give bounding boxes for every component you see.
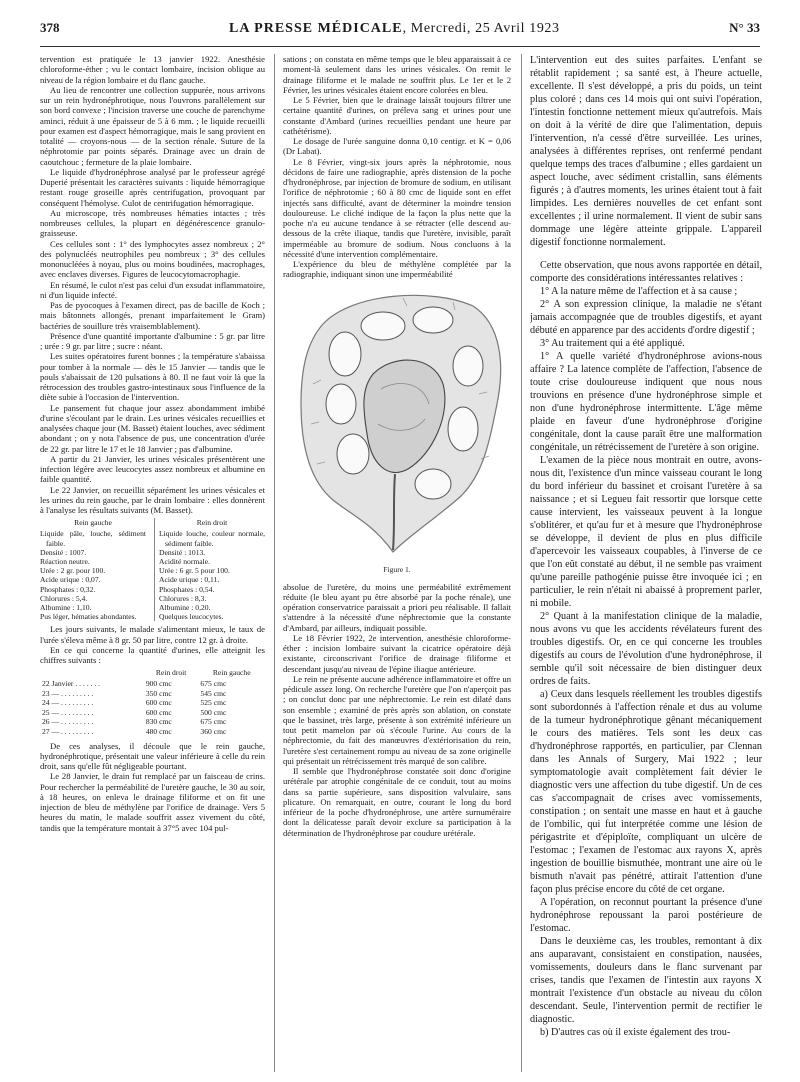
table-row xyxy=(40,689,265,699)
table-row xyxy=(40,698,265,708)
table-row xyxy=(40,679,265,689)
lab-line: Albumine : 1,10. xyxy=(40,603,92,613)
column-1 xyxy=(40,54,265,1072)
table-cell: 675 cmc xyxy=(200,679,227,689)
paragraph: En résumé, le culot n'est pas celui d'un exsudat inflammatoire, ni d'un liquide infecté. xyxy=(40,279,265,300)
table-cell: 25 — . . . . . . . . . xyxy=(42,707,94,717)
column-divider xyxy=(521,54,522,1072)
paragraph: Au lieu de rencontrer une collection suppurée, nous arrivons sur un rein hydronéphrotique, nous l'ouvrons parallèlement sur son bord convexe ; l'incision traverse une couche de parenchyme aminci, réduit à une épaisseur de 5 à 6 mm. ; le liquide recueilli pour examen est d'aspect hémorragique, mais le sang provient en totalité — croyons-nous — de la section rénale. Suture de la néphrotomie par points séparés. Drainage avec un drain de caoutchouc ; fermeture de la plaie lombaire. xyxy=(40,84,265,167)
paragraph: Le rein ne présente aucune adhérence inflammatoire et offre un pédicule assez long. On recherche l'uretère que l'on n'aperçoit pas ; on conclut donc par une néphrectomie. Le rein est dilaté dans son ensemble ; examiné de près après son ablation, on constate que le bassinet, très large, présente à son extrémité inférieure un tout petit mamelon par où s'écoule l'urine. Au cours de la néphrectomie, du fait des manœuvres d'extériorisation du rein, l'uretère s'est certainement rompu au niveau de sa zone originelle qui présentait un rétrécissement très marqué de son calibre. xyxy=(283,673,511,766)
table-header: Rein droit xyxy=(155,668,187,678)
lab-line: Acidité normale. xyxy=(159,557,211,567)
paragraph: Le 8 Février, vingt-six jours après la néphrotomie, nous décidons de faire une radiographie, après distension de la poche d'hydronéphrose, par injection de bromure de sodium, en utilisant l'orifice de néphrotomie ; 60 à 80 cmc de liquide sont en effet injectés sans difficulté, avant de déterminer la moindre tension douloureuse. Le cliché indique de la façon la plus nette que la poche n'a eu aucune tendance à se rétracter (elle descend au-dessous de la crête iliaque, tandis que l'uretère, invisible, paraît imperméable au bromure de sodium. Nous concluons à la nécessité d'une intervention complémentaire. xyxy=(283,156,511,259)
paragraph: A l'opération, on reconnut pourtant la présence d'une hydronéphrose repoussant la paroi postérieure de l'estomac. xyxy=(530,897,762,934)
paragraph: a) Ceux dans lesquels réellement les troubles digestifs sont subordonnés à l'affection rénale et dus au volume de la tumeur hydronéphrotique gênant mécaniquement le cours des matières. Tels sont les deux cas d'hydronéphrose rapportés, en particulier, par Clennan dans les Annals of Surgery, Mai 1922 ; leur symptomatologie avait complètement fait dévier le diagnostic vers une affection du tube digestif. Un de ces cas s'accompagnait de crises avec vomissements, constipation ; on sentait une masse en haut et à gauche de l'ombilic, qui fut interprétée comme une lésion de périgastrite et d'épiploïte, compliquant un ulcère de l'estomac ; l'examen de l'estomac aux rayons X, après ingestion de bouillie bismuthée, montrant une aire où le bismuth n'avait pas pénétré, attirait l'attention d'une façon plus précise encore du côté de cet organe. xyxy=(530,689,762,895)
lab-line: Acide urique : 0,11. xyxy=(159,575,220,585)
paragraph: Le liquide d'hydronéphrose analysé par le professeur agrégé Duperié présentait les caractères suivants : liquide hémorragique restant rouge groseille après centrifugation, provoquant par conséquent l'hémolyse. Culot de centrifugation hémorragique. xyxy=(40,166,265,208)
lab-line: Réaction neutre. xyxy=(40,557,90,567)
paragraph: Les jours suivants, le malade s'alimentant mieux, le taux de l'urée s'éleva même à 8 gr. 50 par litre, contre 12 gr. à droite. xyxy=(40,624,265,645)
table-cell: 900 cmc xyxy=(145,679,172,689)
kidney-illustration xyxy=(283,284,511,564)
paragraph: L'examen de la pièce nous montrait en outre, avons-nous dit, l'existence d'un mince vaisseau courant le long du bord inférieur du bassinet et croisant l'uretère à sa naissance ; et si Legueu fait ressortir que lorsque cette cause intervient, les vaisseaux peuvent à la longue s'oblitérer, et qu'au fur et à mesure que l'hydronéphrose se développe, il devient de plus en plus difficile d'apercevoir les vaisseaux coupables, à l'inverse de ce que l'on eût constaté au début, il ne semble pas vraiment qu'une pareille pathogénie puisse être invoquée ici ; en particulier, le rein n'était ni abaissé à proprement parler, ni mobile. xyxy=(530,455,762,609)
paragraph: Les suites opératoires furent bonnes ; la température s'abaissa pour tomber à la normale — dès le 15 Janvier — tandis que le pouls s'abaissait de 120 pulsations à 80. Il ne faut voir là que la rétrocession des troubles gastro-intestinaux sous l'influence de la diète subie à l'occasion de l'intervention. xyxy=(40,351,265,403)
paragraph: tervention est pratiquée le 13 janvier 1922. Anesthésie chloroforme-éther ; vu le contact lombaire, incision oblique au niveau de la région lombaire et du flanc gauche. xyxy=(40,54,265,85)
table-cell: 525 cmc xyxy=(200,698,227,708)
paragraph: L'expérience du bleu de méthylène complétée par la radiographie, indiquant sinon une imperméabilité xyxy=(283,259,511,280)
paragraph: Au microscope, très nombreuses hématies intactes ; très nombreuses cellules, la plupart en dégénérescence granulo-graisseuse. xyxy=(40,207,265,239)
calyx xyxy=(329,332,361,376)
paragraph: De ces analyses, il découle que le rein gauche, hydronéphrotique, présentait une valeur inférieure à celle du rein droit, sans qu'elle fût négligeable pourtant. xyxy=(40,740,265,772)
lab-line: Quelques leucocytes. xyxy=(159,612,224,622)
table-cell: 600 cmc xyxy=(145,707,172,717)
column-2 xyxy=(283,54,511,1072)
paragraph: sations ; on constata en même temps que le bleu apparaissait à ce moment-là seulement dans les urines vésicales. On remit le drainage filiforme et le malade ne souffrit plus. Le 1er et le 2 Février, les urines vésicales étaient encore colorées en bleu. xyxy=(283,54,511,95)
lab-line: Acide urique : 0,07. xyxy=(40,575,101,585)
lab-line: Urée : 2 gr. pour 100. xyxy=(40,566,106,576)
right-kidney-results xyxy=(154,518,265,621)
journal-name: LA PRESSE MÉDICALE xyxy=(229,21,403,36)
table-cell: 480 cmc xyxy=(145,727,172,737)
lab-line: Pus léger, hématies abondantes. xyxy=(40,612,137,622)
paragraph: Il semble que l'hydronéphrose constatée soit donc d'origine urétérale par atrophie congénitale de ce conduit, tout au moins dans sa partie supérieure, sans disposition valvulaire, sans plicature. On remarquait, en outre, courant le long du bord inférieur de la poche d'hydronéphrose, une artère surnuméraire dont la délicatesse paraît devoir exclure sa participation à la détermination de l'hydronéphrose par coudure urétérale. xyxy=(283,766,511,838)
table-cell: 26 — . . . . . . . . . xyxy=(42,717,94,727)
lab-line: Chlorures : 8,3. xyxy=(159,593,207,603)
paragraph: absolue de l'uretère, du moins une perméabilité extrêmement réduite (le bleu ayant pu être absorbé par la poche rénale), une opération conservatrice paraissait a priori peu réalisable. Il fallait s'attendre à la nécessité d'une néphrectomie que la constante d'Ambard, par ailleurs, indiquait possible. xyxy=(283,581,511,633)
page-header xyxy=(40,20,760,47)
table-cell: 830 cmc xyxy=(145,717,172,727)
table-header-row xyxy=(40,667,265,679)
table-cell: 24 — . . . . . . . . . xyxy=(42,698,94,708)
right-kidney-heading: Rein droit xyxy=(196,518,228,528)
urine-analysis-table xyxy=(40,518,265,621)
table-cell: 545 cmc xyxy=(200,688,227,698)
lab-line: Densité : 1013. xyxy=(159,547,206,557)
issue-number: N° 33 xyxy=(729,20,760,35)
paragraph: A partir du 21 Janvier, les urines vésicales présentèrent une infection légère avec leucocytes assez nombreux et albumine en faible quantité. xyxy=(40,453,265,485)
calyx xyxy=(453,346,483,386)
paragraph: 2° Quant à la manifestation clinique de la maladie, nous avons vu que les accidents révélateurs furent des troubles digestifs. Or, en ce qui concerne les troubles digestifs au cours de l'évolution d'une hydronéphrose, il semble qu'il soit nécessaire de bien distinguer deux ordres de faits. xyxy=(530,611,762,687)
lab-line: Urée : 6 gr. 5 pour 100. xyxy=(159,566,230,576)
paragraph: Ces cellules sont : 1° des lymphocytes assez nombreux ; 2° des polynucléés neutrophiles peu nombreux ; 3° des cellules mononucléées à noyau, plus ou moins boudinées, macrophages, avec enclaves diverses. Figures de leucocytomacrophagie. xyxy=(40,238,265,280)
left-kidney-heading: Rein gauche xyxy=(74,518,112,528)
paragraph: Le 5 Février, bien que le drainage laissât toujours filtrer une certaine quantité d'urines, on préleva sang et urines pour une constante d'Ambard (urines recueillies pendant une heure par cathétérisme). xyxy=(283,95,511,136)
paragraph: En ce qui concerne la quantité d'urines, elle atteignit les chiffres suivants : xyxy=(40,644,265,666)
paragraph: 3° Au traitement qui a été appliqué. xyxy=(540,338,685,349)
lab-line: Liquide pâle, louche, sédiment faible. xyxy=(40,529,146,548)
table-row xyxy=(40,708,265,718)
left-kidney-results xyxy=(40,518,146,621)
paragraph: Le 28 Janvier, le drain fut remplacé par un faisceau de crins. Pour rechercher la perméabilité de l'uretère gauche, le 30 au soir, à 18 heures, on enleva le drainage filiforme et on fit une injection de bleu de méthylène par l'orifice de drainage. Vers 5 heures du matin, le malade souffrit assez vivement du côté, tandis que la température montait à 37°5 avec 104 pul- xyxy=(40,771,265,833)
lab-line: Phosphates : 0,54. xyxy=(159,584,215,594)
figure-caption: Figure 1. xyxy=(383,565,411,575)
calyx xyxy=(361,312,405,340)
table-cell: 23 — . . . . . . . . . xyxy=(42,688,94,698)
table-cell: 600 cmc xyxy=(145,698,172,708)
column-3 xyxy=(530,54,762,1072)
table-cell: 350 cmc xyxy=(145,688,172,698)
paragraph: Le 18 Février 1922, 2e intervention, anesthésie chloroforme-éther : incision lombaire suivant la cicatrice opératoire déjà existante, circonscrivant l'orifice de drainage filiforme et descendant jusqu'au niveau de l'épine iliaque antérieure. xyxy=(283,632,511,674)
journal-title xyxy=(229,21,560,37)
lab-line: Liquide louche, couleur normale, sédiment faible. xyxy=(159,529,265,548)
paragraph: Le pansement fut chaque jour assez abondamment imbibé d'urine s'écoulant par le drain. Les urines vésicales recueillies et analysées chaque jour (M. Basset) étaient louches, avec sédiment abondant ; on y nota l'absence de pus, une concentration d'urée de 22 gr. par litre le 17 et le 18 Janvier ; pas d'albumine. xyxy=(40,402,265,454)
paragraph: Présence d'une quantité importante d'albumine : 5 gr. par litre ; urée : 9 gr. par litre ; sucre : néant. xyxy=(40,330,265,351)
table-cell: 22 Janvier . . . . . . . xyxy=(42,679,100,689)
paragraph: b) D'autres cas où il existe également des trou- xyxy=(540,1027,731,1038)
paragraph: Dans le deuxième cas, les troubles, remontant à dix ans auparavant, consistaient en constipation, nausées, vomissements, douleurs dans le flanc survenant par crises, tandis que l'examen de l'intestin aux rayons X montrait l'existence d'un obstacle au niveau du côlon descendant. Seule, l'intervention permit de rectifier le diagnostic. xyxy=(530,936,762,1025)
table-cell: 27 — . . . . . . . . . xyxy=(42,727,94,737)
calyx xyxy=(448,407,478,451)
lab-line: Albumine : 0,20. xyxy=(159,603,211,613)
calyx xyxy=(326,384,356,424)
table-cell: 360 cmc xyxy=(200,727,227,737)
calyx xyxy=(413,307,453,333)
paragraph: Cette observation, que nous avons rapportée en détail, comporte des considérations intéressantes relatives : xyxy=(530,260,762,284)
table-row xyxy=(40,727,265,737)
table-cell: 675 cmc xyxy=(200,717,227,727)
paragraph: 2° A son expression clinique, la maladie ne s'étant jamais accompagnée que de troubles digestifs, et ayant débuté en apparence par des accidents d'ordre digestif ; xyxy=(530,299,762,336)
paragraph: Le dosage de l'urée sanguine donna 0,10 centigr. et K = 0,06 (Dr Labat). xyxy=(283,136,511,157)
paragraph: 1° A la nature même de l'affection et à sa cause ; xyxy=(540,286,738,297)
issue-date: , Mercredi, 25 Avril 1923 xyxy=(402,21,560,36)
table-cell: 500 cmc xyxy=(200,707,227,717)
paragraph: 1° A quelle variété d'hydronéphrose avions-nous affaire ? La latence complète de l'affection, l'absence de toute crise douloureuse indiquent que nous nous trouvions en présence d'une hydronéphrose simple et non d'une hydronéphrose intermittente. L'âge même plaide en faveur d'une hydronéphrose d'origine congénitale, dont la cause paraît être une malformation congénitale, un rétrécissement de l'uretère à son origine. xyxy=(530,351,762,453)
lab-line: Phosphates : 0,32. xyxy=(40,584,96,594)
lab-line: Chlorures : 5,4. xyxy=(40,593,88,603)
paragraph: Le 22 Janvier, on recueillit séparément les urines vésicales et les urines du rein gauche, par le drain lombaire : elles donnèrent à l'analyse les résultats suivants (M. Basset). xyxy=(40,484,265,515)
column-divider xyxy=(274,54,275,1072)
lab-line: Densité : 1007. xyxy=(40,547,87,557)
table-header: Rein gauche xyxy=(212,668,251,678)
paragraph: L'intervention eut des suites parfaites. L'enfant se rétablit rapidement ; sa santé est, à l'heure actuelle, excellente. Il s'est développé, a pris du poids, un teint plus coloré ; dans ces 14 mois qui ont suivi l'opération, l'intestin fonctionne nettement mieux qu'autrefois. Mais on doit à la vérité de dire que l'alimentation, depuis l'intervention, n'a cessé d'être surveillée. Les urines, analysées à différentes reprises, ont renfermé pendant quelque temps des traces d'albumine ; elles gardaient un aspect louche, avec sédiment cristallin, sans éléments figurés ; à d'autres moments, les urines étaient tout à fait limpides. Les dernières nouvelles de cet enfant sont excellentes ; il urine normalement. Il vient de subir sans dommage une légère atteinte grippale. L'appareil digestif fonctionne normalement. xyxy=(530,55,762,248)
urine-volume-table xyxy=(40,667,265,736)
table-row xyxy=(40,717,265,727)
paragraph: Pas de pyocoques à l'examen direct, pas de bacille de Koch ; mais bâtonnets allongés, prenant imparfaitement le Gram) bactéries de souillure très vraisemblablement). xyxy=(40,300,265,331)
table-header xyxy=(40,667,144,679)
page-number: 378 xyxy=(40,20,60,35)
kidney-radiograph-figure xyxy=(283,284,511,576)
calyx xyxy=(415,469,451,499)
calyx xyxy=(337,434,369,474)
